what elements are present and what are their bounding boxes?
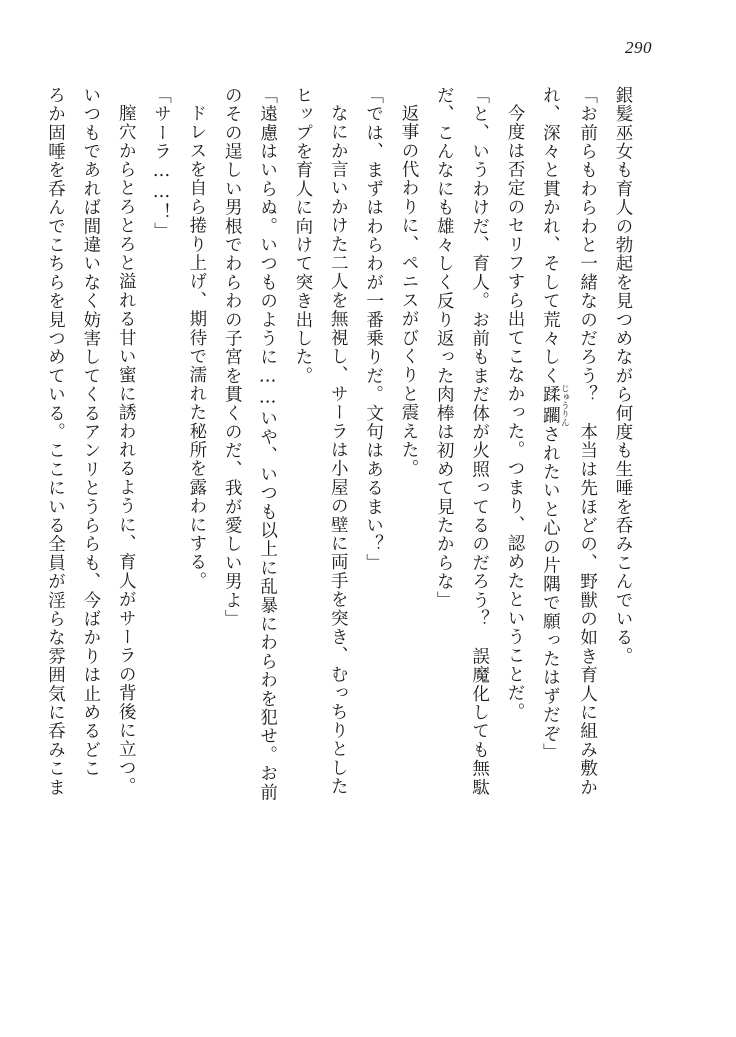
page-number: 290: [625, 38, 652, 57]
ruby-annotation: 蹂躙 じゅうりん: [540, 383, 570, 427]
paragraph: 膣穴からとろとろと溢れる甘い蜜に誘われるように、育人がサーラの背後に立つ。: [116, 103, 137, 796]
paragraph: のその逞しい男根でわらわの子宮を貫くのだ、我が愛しい男よ」: [222, 86, 243, 629]
paragraph: ヒップを育人に向けて突き出した。: [292, 86, 313, 386]
paragraph: 「サーラ……！」: [151, 86, 172, 241]
paragraph: いつもであれば間違いなく妨害してくるアンリとうららも、今ばかりは止めるどこ: [80, 86, 101, 778]
paragraph: ろか固唾を呑んでこちらを見つめている。ここにいる全員が淫らな雰囲気に呑みこま: [45, 86, 66, 797]
paragraph: 銀髪巫女も育人の勃起を見つめながら何度も生唾を呑みこんでいる。: [613, 86, 633, 666]
paragraph-with-ruby: [532, 86, 569, 977]
paragraph: だ、こんなにも雄々しく反り返った肉棒は初めて見たからな」: [434, 86, 455, 610]
paragraph: 「では、まずはわらわが一番乗りだ。文句はあるまい？」: [363, 86, 384, 573]
paragraph: ドレスを自ら捲り上げ、期待で濡れた秘所を露わにする。: [186, 103, 207, 590]
paragraph: 「と、いうわけだ、育人。お前もまだ体が火照ってるのだろう？ 誤魔化しても無駄: [469, 86, 490, 797]
novel-body-text: [45, 86, 640, 977]
paragraph: 「遠慮はいらぬ。いつものように……いや、いつも以上に乱暴にわらわを犯せ。お前: [257, 86, 278, 802]
paragraph-part: れ、深々と貫かれ、そして荒々しく蹂躙 じゅうりんされたいと心の片隅で願ったはずだぞ」: [540, 86, 570, 762]
paragraph: なにか言いかけた二人を無視し、サーラは小屋の壁に両手を突き、むっちりとした: [328, 103, 349, 796]
paragraph: 返事の代わりに、ペニスがびくりと震えた。: [398, 103, 419, 478]
paragraph: 今度は否定のセリフすら出てこなかった。つまり、認めたということだ。: [504, 103, 525, 721]
paragraph: 「お前らもわらわと一緒なのだろう？ 本当は先ほどの、野獣の如き育人に組み敷か: [577, 86, 598, 797]
